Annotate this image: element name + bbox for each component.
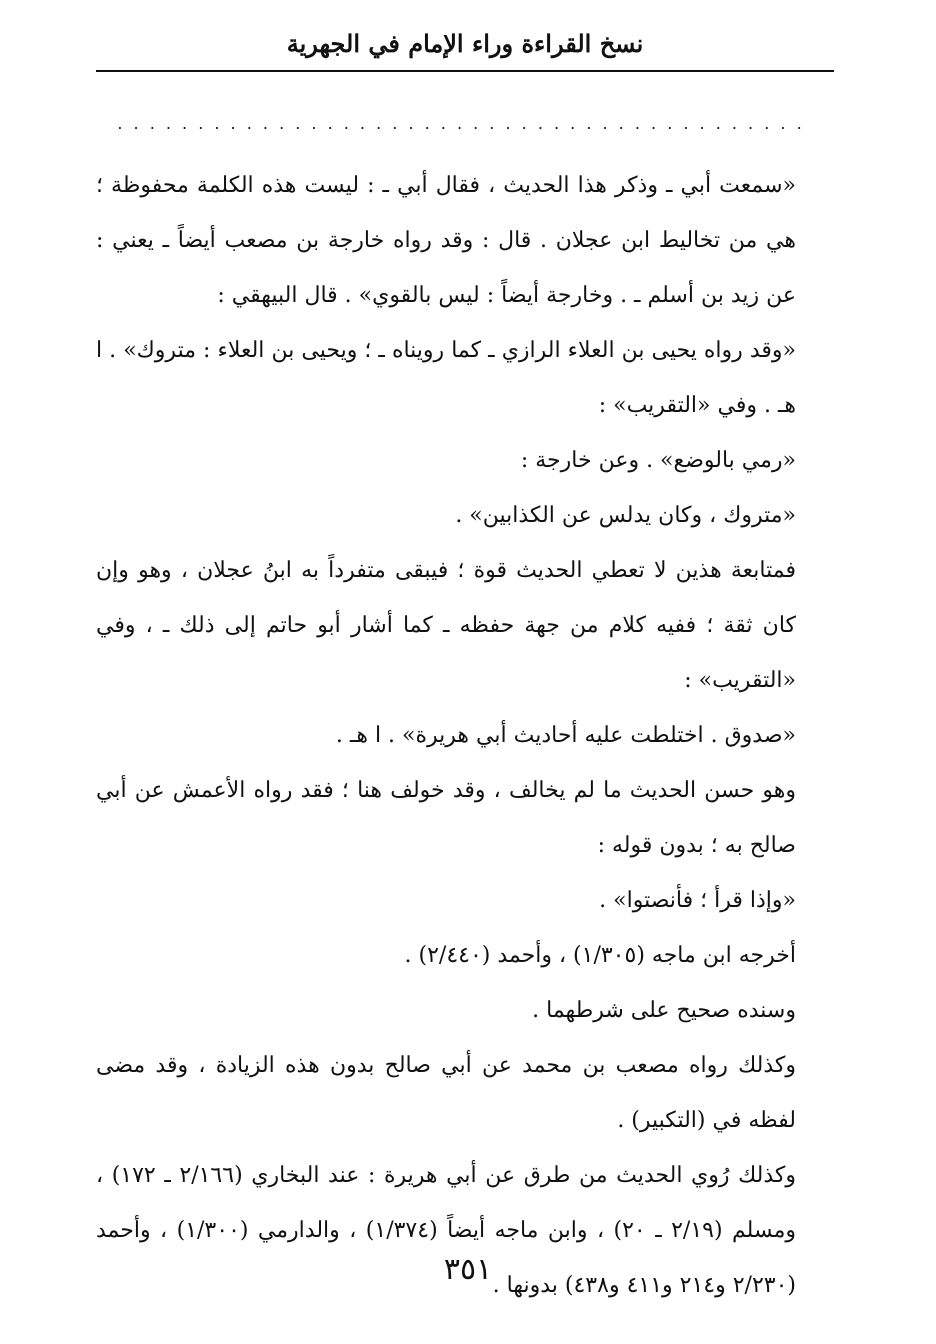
paragraph: وكذلك رُوي الحديث من طرق عن أبي هريرة : عند البخاري (٢/١٦٦ ـ ١٧٢) ، ومسلم (٢/١٩ ـ ٢٠) ، وابن ماجه أيضاً (١/٣٧٤) ، والدارمي (١/٣٠٠) ، وأحمد (٢/٢٣٠ و٢١٤ و٤١١ و٤٣٨) بدونها . [96,1163,796,1298]
paragraph: فمتابعة هذين لا تعطي الحديث قوة ؛ فيبقى متفرداً به ابنُ عجلان ، وهو وإن كان ثقة ؛ ففيه كلام من جهة حفظه ـ كما أشار أبو حاتم إلى ذلك ـ ، وفي «التقريب» : [96,558,796,693]
paragraph: «متروك ، وكان يدلس عن الكذابين» . [455,503,796,528]
paragraph: «وإذا قرأ ؛ فأنصتوا» . [599,888,796,913]
dotted-separator: . . . . . . . . . . . . . . . . . . . . . . . . . . . . . . . . . . . . . . . . . . . [117,114,805,133]
paragraph: وهو حسن الحديث ما لم يخالف ، وقد خولف هنا ؛ فقد رواه الأعمش عن أبي صالح به ؛ بدون قوله : [96,778,796,858]
paragraph: «رمي بالوضع» . وعن خارجة : [520,448,796,473]
paragraph: «سمعت أبي ـ وذكر هذا الحديث ، فقال أبي ـ : ليست هذه الكلمة محفوظة ؛ هي من تخاليط ابن عجلان . قال : وقد رواه خارجة بن مصعب أيضاً ـ يعني : عن زيد بن أسلم ـ . وخارجة أيضاً : ليس بالقوي» . قال البيهقي : [96,173,796,308]
page-number: ٣٥١ [443,1252,493,1287]
header-title: نسخ القراءة وراء الإمام في الجهرية [286,29,644,58]
paragraph: «وقد رواه يحيى بن العلاء الرازي ـ كما رويناه ـ ؛ ويحيى بن العلاء : متروك» . ا هـ . وفي «التقريب» : [96,338,796,418]
body-text [96,158,834,1313]
paragraph: وكذلك رواه مصعب بن محمد عن أبي صالح بدون هذه الزيادة ، وقد مضى لفظه في (التكبير) . [96,1053,796,1133]
paragraph: أخرجه ابن ماجه (١/٣٠٥) ، وأحمد (٢/٤٤٠) . [404,943,796,968]
running-header [96,22,834,72]
paragraph: وسنده صحيح على شرطهما . [532,998,796,1023]
paragraph: «صدوق . اختلطت عليه أحاديث أبي هريرة» . ا هـ . [335,723,796,748]
